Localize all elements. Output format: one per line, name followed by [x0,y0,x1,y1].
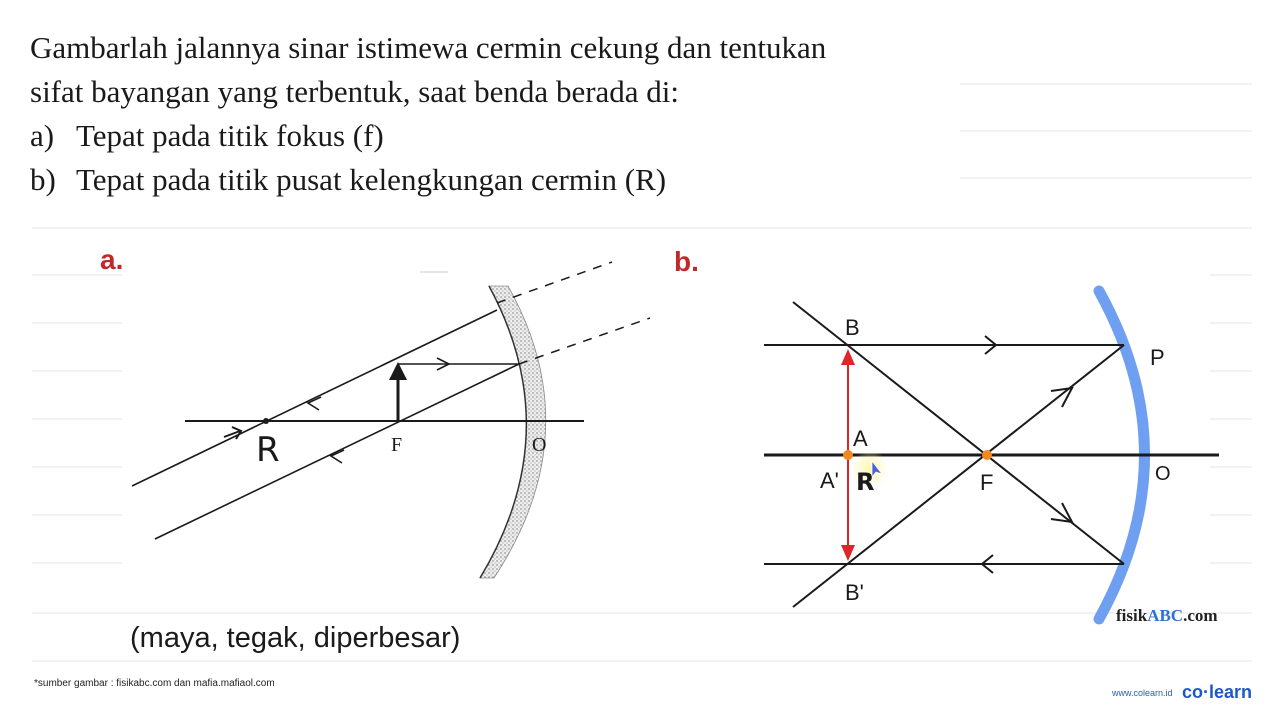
panel-b-label: b. [674,246,699,277]
point-b-label: B [845,315,860,340]
diagram-b [764,291,1219,619]
source-note: *sumber gambar : fisikabc.com dan mafia.mafiaol.com [34,678,275,689]
point-o-label-a: O [532,434,547,456]
point-f-marker-b [982,450,992,460]
object-arrow-b-head-up [841,349,855,365]
brand-logo: co·learn [1182,682,1253,702]
ray-a-reflected-2-arrow [308,397,321,410]
point-f-label-a: F [391,434,403,456]
ray-a-extension-2 [497,262,612,303]
point-r-label-a: R [256,430,280,470]
question-line-1: Gambarlah jalannya sinar istimewa cermin cekung dan tentukan [30,30,827,65]
ray-a-reflected-1 [155,364,519,539]
panel-a-label: a. [100,244,124,275]
point-a-prime-label: A' [820,468,839,493]
watermark-abc: ABC [1147,606,1184,625]
watermark [1116,606,1218,626]
point-a-label: A [853,426,868,451]
point-b-prime-label: B' [845,580,864,605]
brand-url[interactable]: www.colearn.id [1112,688,1173,698]
question-line-2: sifat bayangan yang terbentuk, saat benda berada di: [30,74,680,109]
item-b-text: Tepat pada titik pusat kelengkungan cermin (R) [76,162,667,197]
ray-a-extension-1 [519,318,650,364]
item-a-label: a) [30,118,55,153]
concave-mirror-a [480,286,546,578]
point-a-marker [843,450,853,460]
point-o-label-b: O [1155,463,1171,485]
item-b-label: b) [30,162,56,197]
diagram-a [132,262,650,578]
ray-b-through-f-down [793,302,1124,564]
watermark-post: .com [1183,606,1218,625]
ray-b-through-f-up [793,345,1124,607]
point-r-dot-a [263,418,269,424]
point-p-label: P [1150,345,1165,370]
watermark-pre: fisik [1116,606,1148,625]
point-r-label-b: R [856,468,875,496]
item-a-text: Tepat pada titik fokus (f) [76,118,384,153]
point-f-label-b: F [980,470,994,495]
ray-a-reflected-2 [132,310,497,486]
ray-b-diag-arrow-2 [1051,388,1072,407]
answer-text: (maya, tegak, diperbesar) [130,622,461,654]
